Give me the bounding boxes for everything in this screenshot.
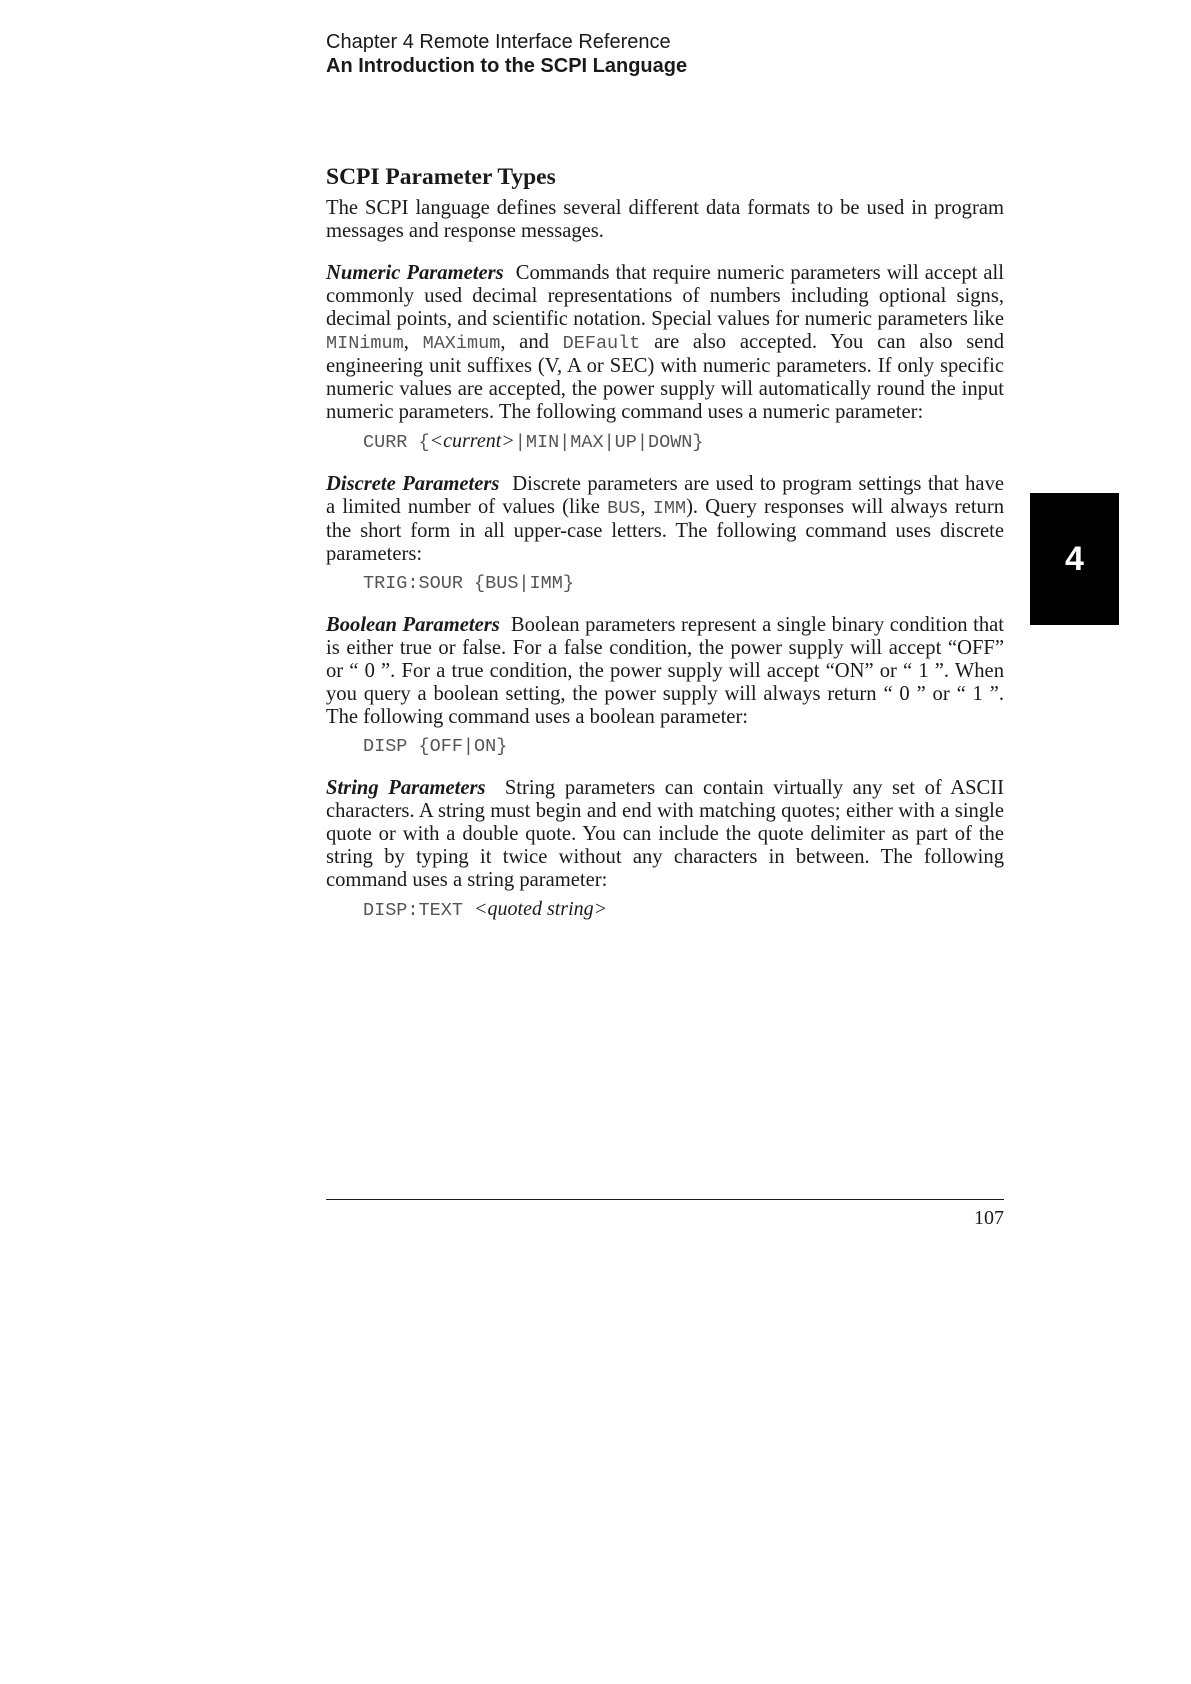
- main-content: [326, 163, 1004, 941]
- numeric-code-param: <current>: [429, 430, 515, 452]
- numeric-parameters-heading: Numeric Parameters: [326, 262, 504, 284]
- discrete-separator: ,: [640, 496, 653, 518]
- discrete-command-example: TRIG:SOUR {BUS|IMM}: [363, 573, 574, 594]
- keyword-imm: IMM: [652, 498, 687, 519]
- boolean-text: Boolean parameters represent a single binary condition that is either true or false. For a false condition, the power supply will accept “OFF” or “ 0 ”. For a true condition, the power supply will accept “ON” or “ 1 ”. When you query a boolean setting, the power supply will always return “ 0 ” or “ 1 ”. The following command uses a boolean parameter:: [326, 614, 1005, 728]
- numeric-code-suffix: |MIN|MAX|UP|DOWN}: [514, 432, 704, 453]
- page-number: 107: [974, 1207, 1004, 1229]
- numeric-separator-2: , and: [500, 331, 563, 353]
- chapter-title: Chapter 4 Remote Interface Reference: [326, 31, 671, 53]
- numeric-text-1: Commands that require numeric parameters will accept all commonly used decimal representations of numbers including optional signs, decimal points, and scientific notation. Special values for numeric parameters like: [326, 262, 1004, 330]
- keyword-minimum: MINimum: [326, 333, 404, 354]
- running-head: [326, 30, 687, 78]
- keyword-bus: BUS: [607, 498, 641, 519]
- discrete-text-1: Discrete parameters are used to program settings that have a limited number of values (like: [326, 473, 1005, 518]
- numeric-code-prefix: CURR {: [363, 432, 430, 453]
- section-title: An Introduction to the SCPI Language: [326, 55, 688, 77]
- discrete-parameters-heading: Discrete Parameters: [326, 473, 500, 495]
- string-parameters-heading: String Parameters: [326, 777, 486, 799]
- intro-paragraph: The SCPI language defines several different data formats to be used in program messages and response messages.: [326, 197, 1004, 242]
- boolean-parameters-paragraph: [326, 614, 1004, 729]
- string-parameters-paragraph: [326, 777, 1004, 892]
- string-text: String parameters can contain virtually any set of ASCII characters. A string must begin and end with matching quotes; either with a single quote or with a double quote. You can include the quote delimiter as part of the string by typing it twice without any characters in between. The following command uses a string parameter:: [326, 777, 1004, 891]
- string-code-prefix: DISP:TEXT: [363, 900, 475, 921]
- chapter-tab: 4: [1030, 493, 1119, 625]
- boolean-parameters-heading: Boolean Parameters: [326, 614, 500, 636]
- numeric-command-example: [363, 430, 1004, 454]
- numeric-parameters-paragraph: [326, 262, 1004, 424]
- boolean-command-example: DISP {OFF|ON}: [363, 736, 508, 757]
- footer-divider: [326, 1199, 1004, 1200]
- numeric-separator-1: ,: [403, 331, 423, 353]
- page-title: SCPI Parameter Types: [326, 164, 556, 190]
- keyword-maximum: MAXimum: [422, 333, 501, 354]
- discrete-text-2: ). Query responses will always return the short form in all upper-case letters. The following command uses discrete parameters:: [326, 496, 1005, 565]
- discrete-parameters-paragraph: [326, 473, 1004, 566]
- numeric-text-2: are also accepted. You can also send engineering unit suffixes (V, A or SEC) with numeric parameters. If only specific numeric values are accepted, the power supply will automatically round the input numeric parameters. The following command uses a numeric parameter:: [326, 331, 1004, 423]
- string-command-example: [363, 898, 1004, 922]
- string-code-param: <quoted string>: [474, 898, 608, 920]
- keyword-default: DEFault: [562, 333, 641, 354]
